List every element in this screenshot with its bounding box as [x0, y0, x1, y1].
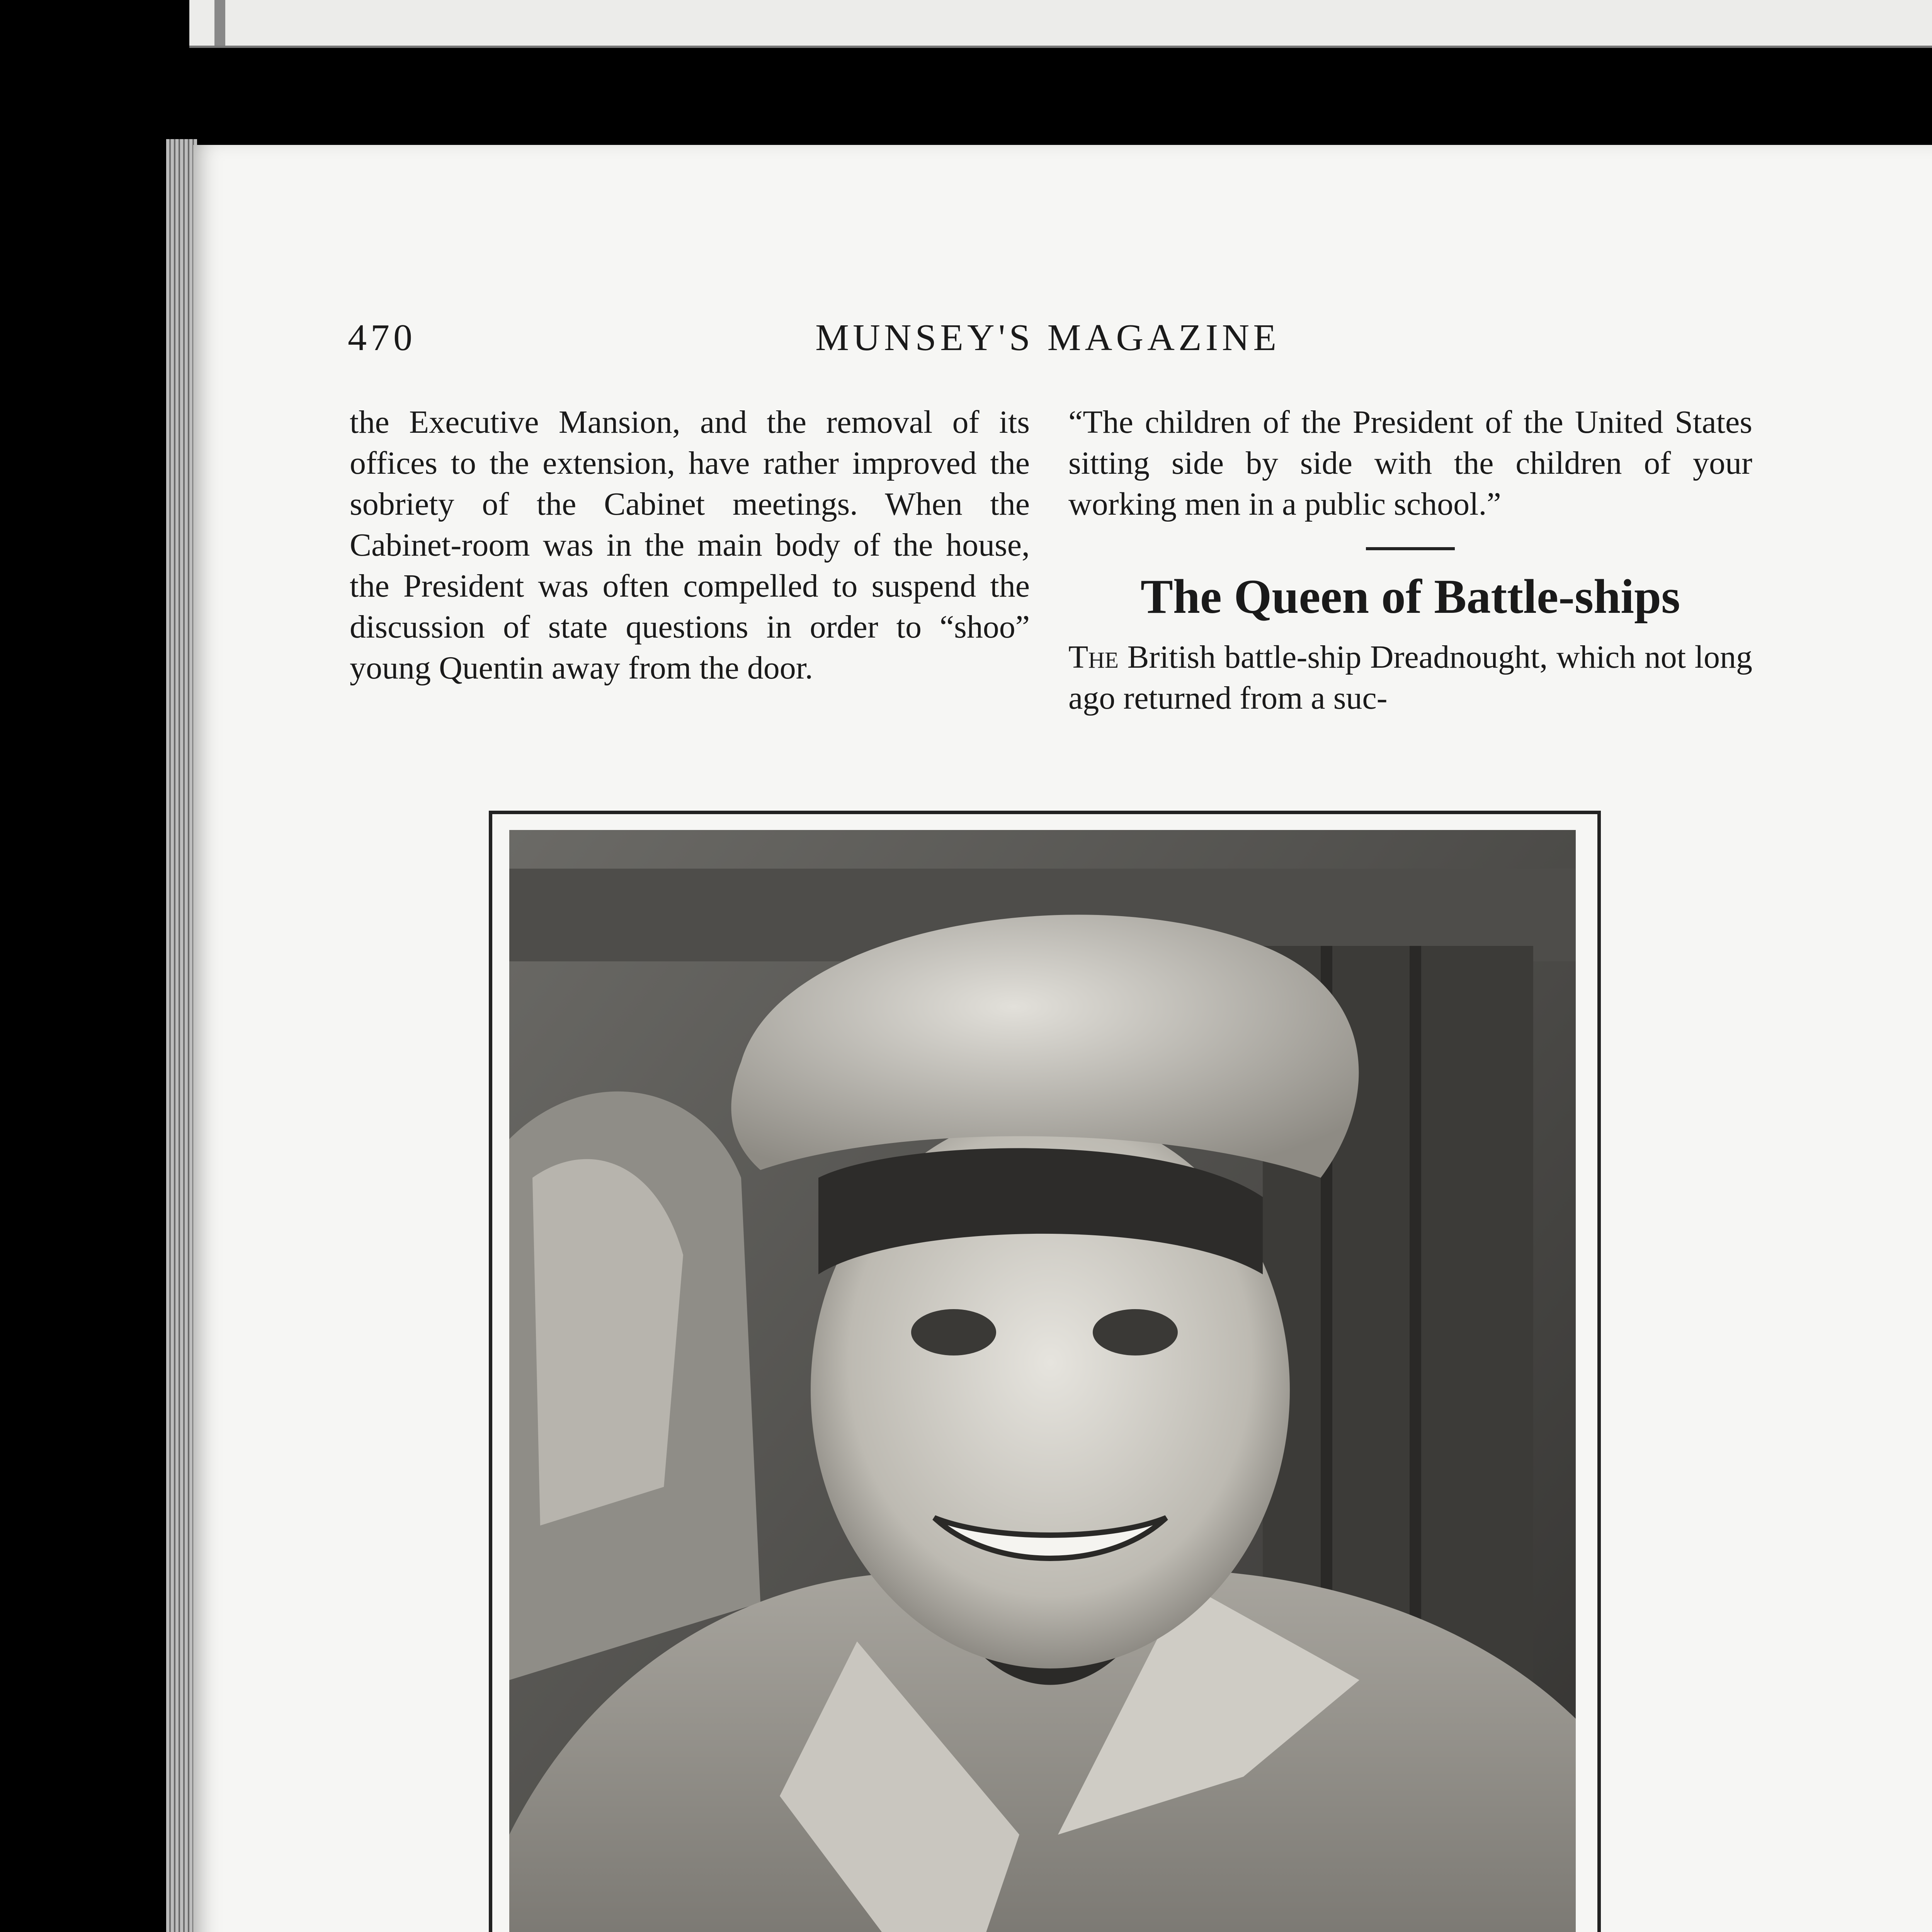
lead-paragraph — [1068, 637, 1752, 719]
section-heading: The Queen of Battle-ships — [1140, 570, 1680, 624]
lead-text: British battle-ship Dreadnought, which not long ago returned from a suc- — [1068, 639, 1753, 716]
previous-page-edge — [189, 0, 1932, 48]
column-top-left — [350, 402, 1030, 689]
page-number: 470 — [348, 317, 416, 359]
column-top-right — [1068, 402, 1752, 719]
page-stack-edge — [166, 139, 197, 1932]
paragraph: the Executive Mansion, and the removal of its offices to the extension, have rather improved the sobriety of the Cabinet meetings. When the Cabinet-room was in the main body of the house, the President was often compelled to suspend the discussion of state questions in order to “shoo” young Quentin away from the door. — [350, 404, 1030, 686]
portrait-illustration — [509, 830, 1576, 1932]
section-divider — [1366, 547, 1455, 550]
lead-small-caps: The — [1068, 639, 1119, 675]
magazine-title: MUNSEY'S MAGAZINE — [815, 317, 1281, 359]
running-head — [348, 316, 1291, 362]
quote-paragraph: “The children of the President of the United States sitting side by side with the children of your working men in a public school.” — [1068, 404, 1752, 522]
portrait-photo — [509, 830, 1576, 1932]
previous-page-binding — [214, 0, 225, 46]
